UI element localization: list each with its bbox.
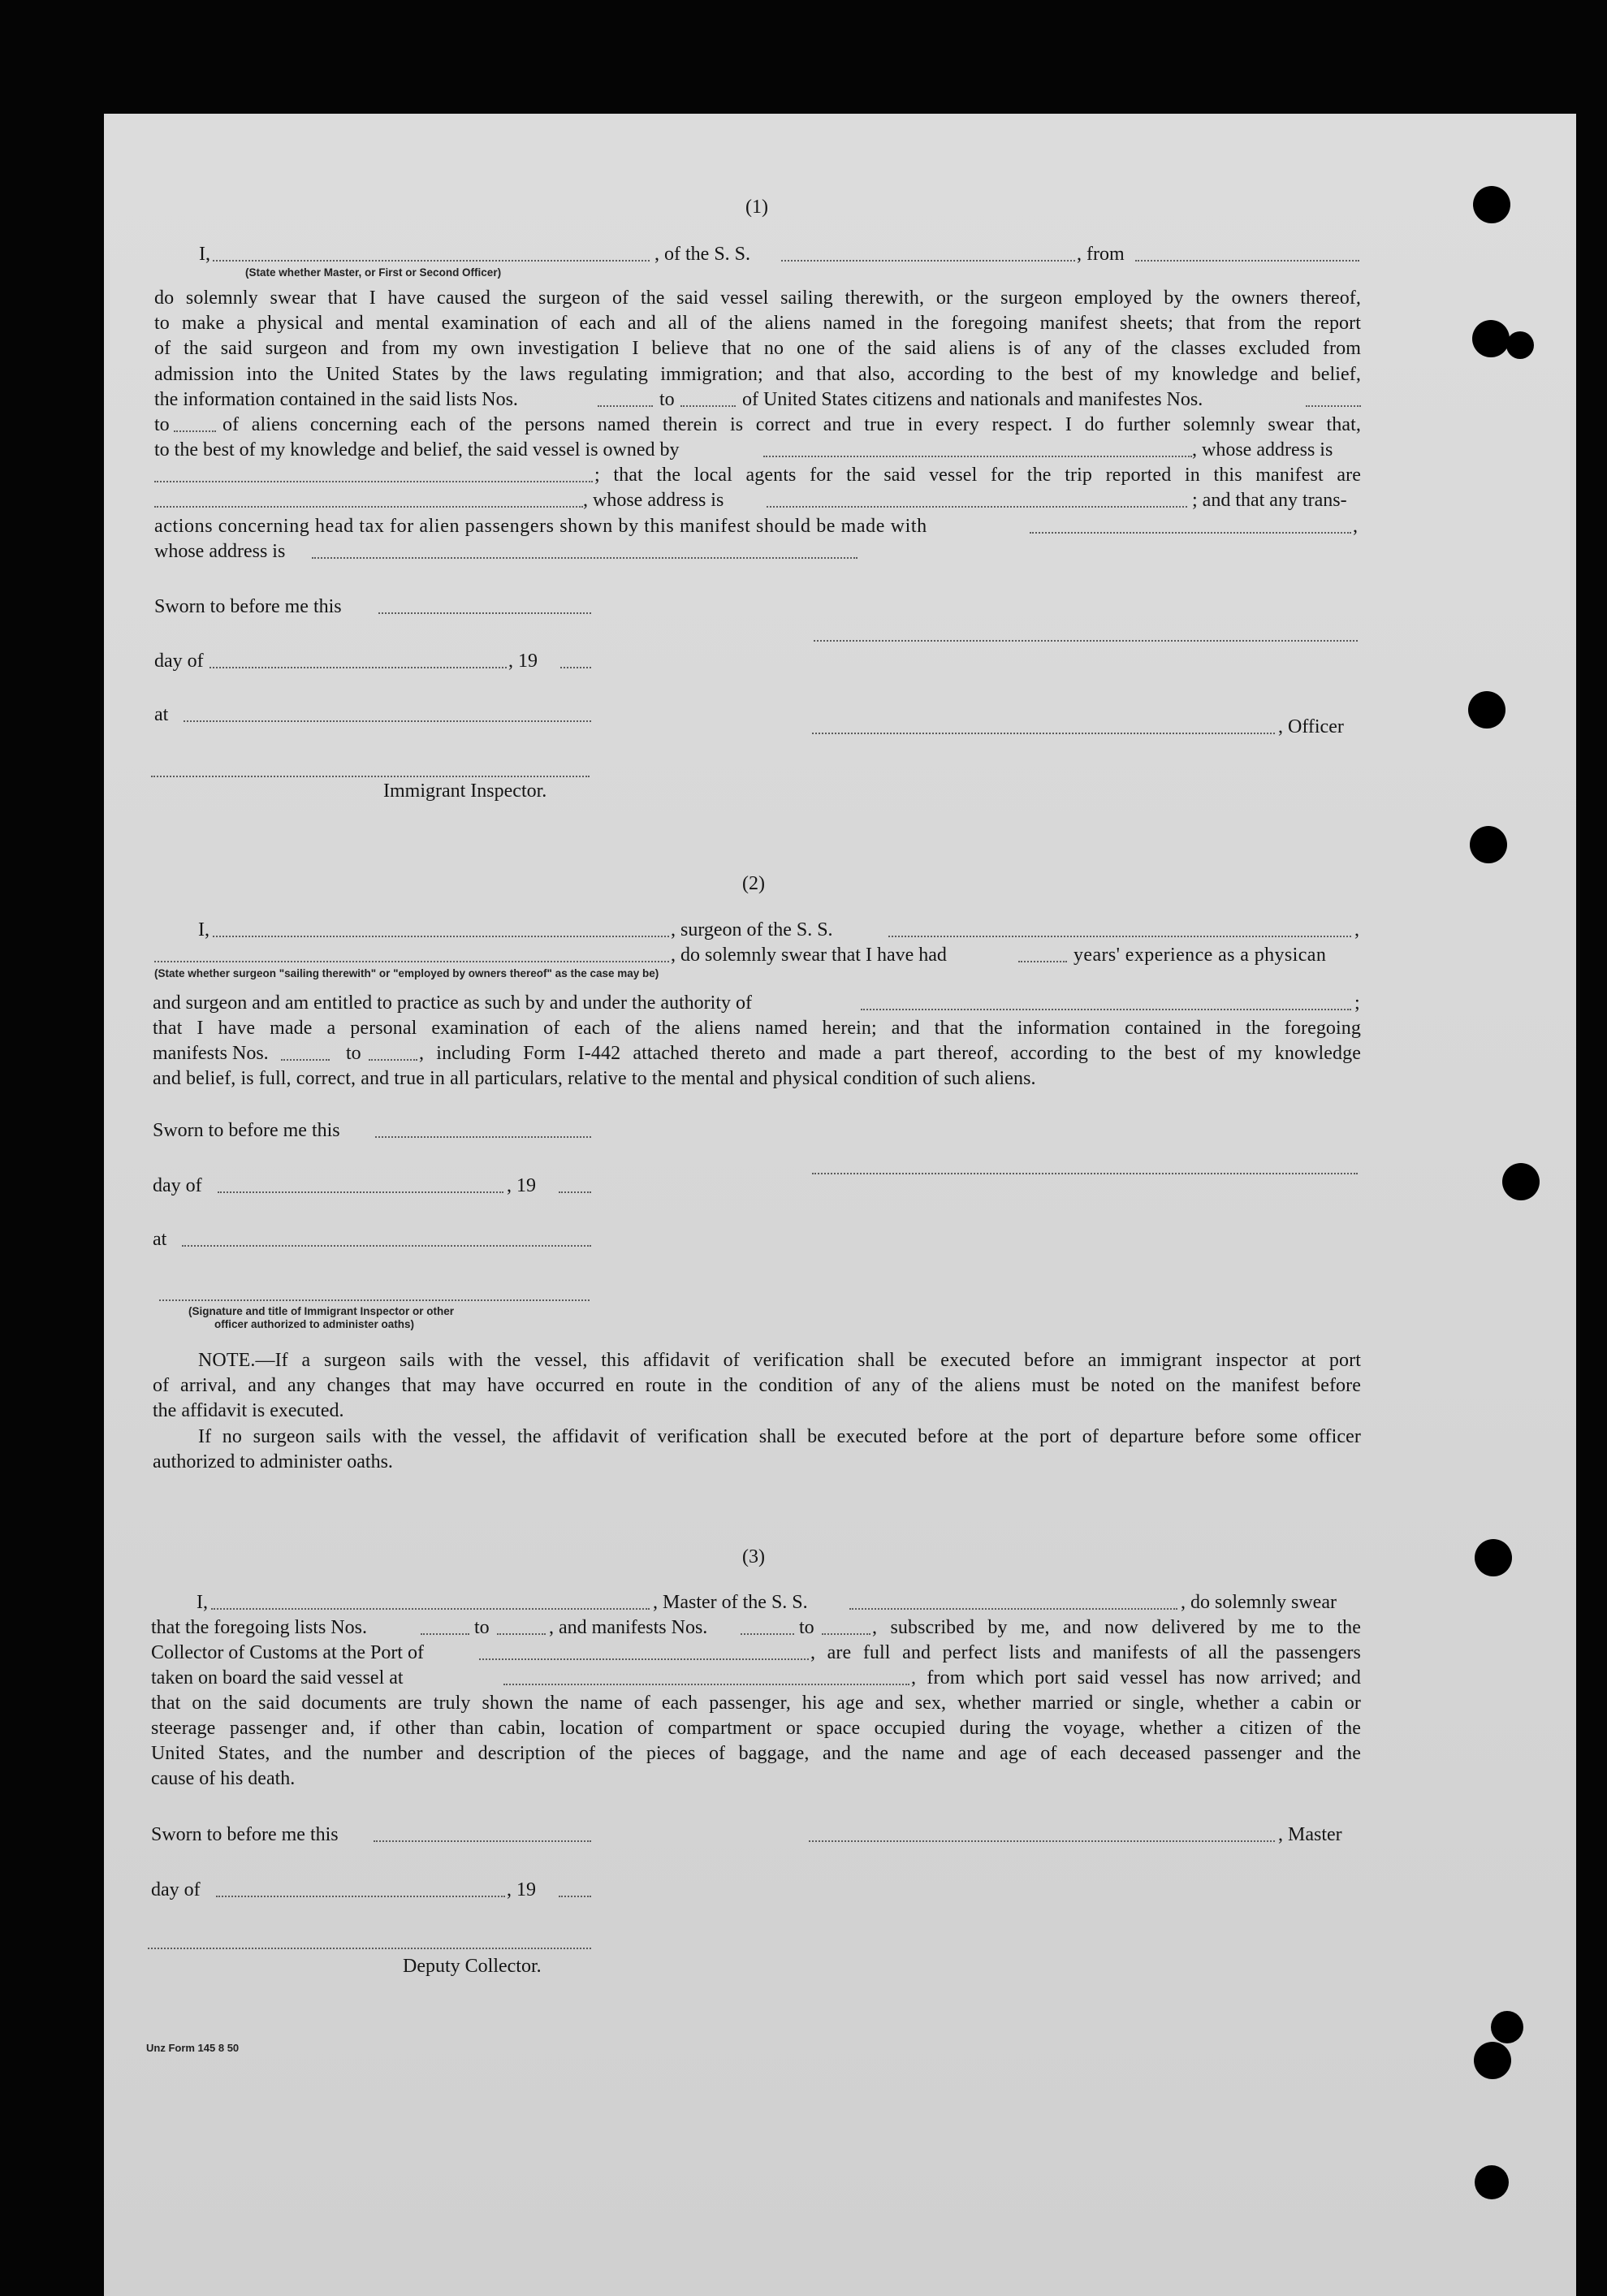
year-label: , 19 — [508, 651, 538, 672]
form-text: , — [1353, 516, 1358, 537]
blank-line — [184, 720, 591, 722]
blank-line — [559, 1191, 591, 1193]
day-label: day of — [151, 1879, 201, 1900]
form-text: , do solemnly swear that I have had — [671, 945, 947, 966]
blank-line — [559, 1896, 591, 1897]
field-hint: (State whether Master, or First or Second Officer) — [245, 266, 502, 279]
form-text: that I have made a personal examination of each of the aliens named herein; and that the information contained in the foregoing — [153, 1018, 1361, 1039]
sworn-label: Sworn to before me this — [153, 1120, 340, 1141]
punch-hole — [1470, 826, 1507, 863]
form-text: and belief, is full, correct, and true in all particulars, relative to the mental and physical condition of such aliens. — [153, 1068, 1036, 1089]
form-text: of United States citizens and nationals and manifestes Nos. — [742, 389, 1203, 410]
blank-line — [822, 1633, 870, 1635]
form-text: ; that the local agents for the said vessel for the trip reported in this manifest are — [594, 465, 1361, 486]
punch-hole — [1468, 691, 1505, 729]
day-label: day of — [153, 1175, 202, 1196]
blank-line — [154, 506, 583, 508]
form-text: to — [799, 1617, 814, 1638]
punch-hole — [1506, 331, 1534, 359]
form-text: , whose address is — [583, 490, 724, 511]
punch-hole — [1475, 2165, 1509, 2199]
form-text: , whose address is — [1192, 439, 1333, 460]
form-text: , including Form I-442 attached thereto and made a part thereof, according to the best of my knowledge — [419, 1043, 1361, 1064]
at-label: at — [154, 704, 169, 725]
form-text: that the foregoing lists Nos. — [151, 1617, 367, 1638]
form-text: cause of his death. — [151, 1768, 296, 1789]
form-text: that on the said documents are truly shown the name of each passenger, his age and sex, whether married or single, whether a cabin or — [151, 1693, 1361, 1714]
signer-title: Deputy Collector. — [403, 1956, 542, 1977]
signature-line — [812, 733, 1275, 734]
sworn-label: Sworn to before me this — [151, 1824, 339, 1845]
blank-line — [374, 1840, 591, 1842]
note-text: NOTE.—If a surgeon sails with the vessel, this affidavit of verification shall be executed before an immigrant inspector at port — [198, 1350, 1361, 1371]
form-text: I, — [197, 1592, 208, 1613]
at-label: at — [153, 1229, 167, 1250]
blank-line — [741, 1633, 794, 1635]
form-text: of aliens concerning each of the persons named therein is correct and true in every respect. I do further solemnly swear that, — [222, 414, 1361, 435]
form-identifier: Unz Form 145 8 50 — [146, 2042, 240, 2054]
signature-line — [814, 640, 1358, 642]
blank-line — [216, 1896, 505, 1897]
blank-line — [312, 557, 857, 559]
form-text: of the said surgeon and from my own investigation I believe that no one of the said aliens is of any of the classes excluded from — [154, 338, 1361, 359]
form-text: , do solemnly swear — [1181, 1592, 1337, 1613]
form-text: , Master of the S. S. — [653, 1592, 808, 1613]
form-text: whose address is — [154, 541, 286, 562]
blank-line — [210, 667, 507, 668]
form-text: United States, and the number and description of the pieces of baggage, and the name and age of each deceased passenger and the — [151, 1743, 1361, 1764]
blank-line — [213, 260, 650, 262]
master-label: , Master — [1278, 1824, 1342, 1845]
signature-line — [812, 1173, 1358, 1174]
form-text: I, — [199, 244, 210, 265]
form-text: , — [1354, 919, 1359, 940]
punch-hole — [1474, 2042, 1511, 2079]
blank-line — [213, 936, 669, 937]
blank-line — [378, 612, 591, 614]
field-hint: officer authorized to administer oaths) — [214, 1318, 415, 1330]
form-text: and surgeon and am entitled to practice as such by and under the authority of — [153, 992, 752, 1014]
blank-line — [861, 1009, 1351, 1010]
note-text: of arrival, and any changes that may have occurred en route in the condition of any of the aliens must be noted on the manifest before — [153, 1375, 1361, 1396]
punch-hole — [1502, 1163, 1540, 1200]
officer-label: , Officer — [1278, 716, 1344, 737]
form-text: the information contained in the said lists Nos. — [154, 389, 518, 410]
form-text: to the best of my knowledge and belief, the said vessel is owned by — [154, 439, 680, 460]
blank-line — [375, 1136, 591, 1138]
form-text: steerage passenger and, if other than cabin, location of compartment or space occupied during the voyage, whether a citizen of the — [151, 1718, 1361, 1739]
form-text: admission into the United States by the laws regulating immigration; and that also, according to the best of my knowledge and belief, — [154, 364, 1361, 385]
form-text: manifests Nos. — [153, 1043, 269, 1064]
blank-line — [560, 667, 591, 668]
form-text: , are full and perfect lists and manifests of all the passengers — [810, 1642, 1361, 1663]
signature-line — [148, 1948, 591, 1949]
form-text: I, — [198, 919, 210, 940]
section-number: (3) — [742, 1546, 765, 1567]
section-number: (1) — [745, 197, 768, 218]
blank-line — [182, 1245, 591, 1247]
form-text: to — [346, 1043, 361, 1064]
form-text: , of the S. S. — [654, 244, 751, 265]
blank-line — [680, 405, 736, 407]
punch-hole — [1473, 186, 1510, 223]
blank-line — [211, 1608, 650, 1610]
signature-line — [809, 1840, 1275, 1842]
form-text: ; — [1354, 992, 1360, 1014]
blank-line — [849, 1608, 1177, 1610]
day-label: day of — [154, 651, 204, 672]
signature-line — [159, 1299, 590, 1301]
blank-line — [479, 1658, 809, 1660]
form-text: actions concerning head tax for alien passengers shown by this manifest should be made with — [154, 516, 927, 537]
sworn-label: Sworn to before me this — [154, 596, 342, 617]
blank-line — [781, 260, 1075, 262]
blank-line — [1018, 961, 1067, 962]
blank-line — [763, 456, 1192, 457]
signer-title: Immigrant Inspector. — [383, 780, 547, 802]
blank-line — [497, 1633, 546, 1635]
blank-line — [154, 961, 669, 962]
form-text: do solemnly swear that I have caused the surgeon of the said vessel sailing therewith, or the surgeon employed by the owners thereof, — [154, 288, 1361, 309]
form-text: , and manifests Nos. — [549, 1617, 708, 1638]
form-text: to — [154, 414, 170, 435]
form-text: , from — [1077, 244, 1125, 265]
year-label: , 19 — [507, 1175, 536, 1196]
blank-line — [503, 1684, 909, 1685]
form-text: ; and that any trans- — [1192, 490, 1347, 511]
blank-line — [421, 1633, 469, 1635]
punch-hole — [1491, 2011, 1523, 2043]
form-text: years' experience as a physican — [1073, 945, 1327, 966]
section-number: (2) — [742, 873, 765, 894]
punch-hole — [1475, 1539, 1512, 1576]
note-text: If no surgeon sails with the vessel, the affidavit of verification shall be executed before at the port of departure before some officer — [198, 1426, 1361, 1447]
form-text: to — [659, 389, 675, 410]
form-text: Collector of Customs at the Port of — [151, 1642, 424, 1663]
form-text: , subscribed by me, and now delivered by me to the — [872, 1617, 1361, 1638]
punch-hole — [1472, 320, 1510, 357]
note-text: the affidavit is executed. — [153, 1400, 344, 1421]
blank-line — [281, 1059, 330, 1061]
blank-line — [154, 481, 593, 482]
blank-line — [218, 1191, 503, 1193]
form-text: , from which port said vessel has now arrived; and — [911, 1667, 1361, 1688]
year-label: , 19 — [507, 1879, 536, 1900]
field-hint: (Signature and title of Immigrant Inspector or other — [188, 1305, 455, 1317]
blank-line — [369, 1059, 417, 1061]
blank-line — [174, 430, 216, 432]
form-text: to — [474, 1617, 490, 1638]
form-text: , surgeon of the S. S. — [671, 919, 833, 940]
signature-line — [151, 776, 590, 777]
form-text: to make a physical and mental examination of each and all of the aliens named in the foregoing manifest sheets; that from the report — [154, 313, 1361, 334]
blank-line — [767, 506, 1187, 508]
field-hint: (State whether surgeon "sailing therewith" or "employed by owners thereof" as the case may be) — [154, 967, 659, 979]
blank-line — [598, 405, 653, 407]
note-text: authorized to administer oaths. — [153, 1451, 393, 1472]
form-text: taken on board the said vessel at — [151, 1667, 404, 1688]
blank-line — [1135, 260, 1359, 262]
blank-line — [1306, 405, 1361, 407]
blank-line — [888, 936, 1351, 937]
blank-line — [1030, 532, 1351, 534]
